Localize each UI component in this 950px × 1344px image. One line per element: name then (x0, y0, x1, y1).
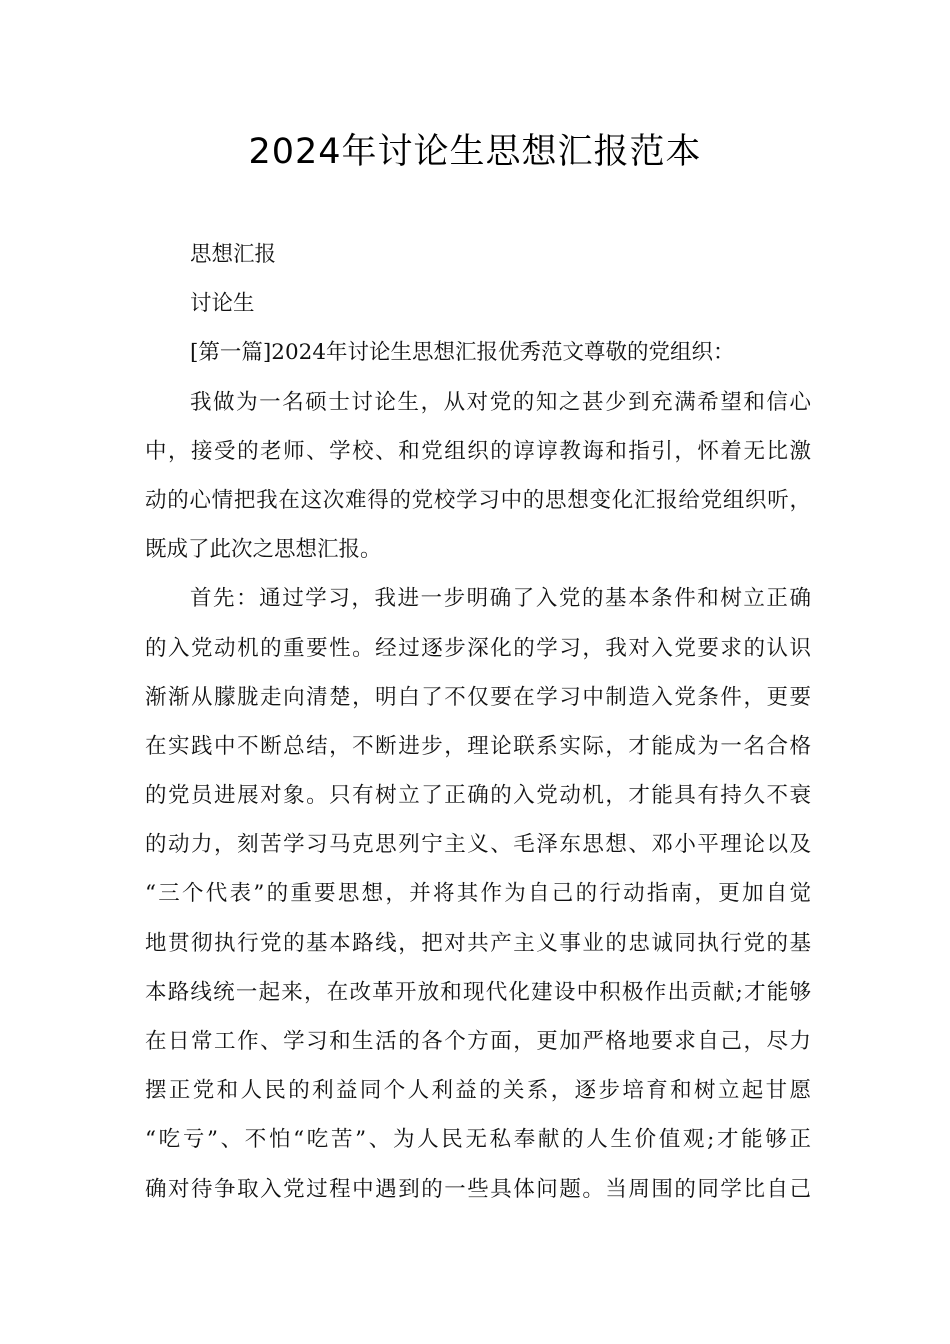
article-heading: [第一篇]2024年讨论生思想汇报优秀范文尊敬的党组织： (190, 340, 735, 366)
paragraph-line: 既成了此次之思想汇报。 (145, 537, 382, 563)
paragraph-line: 中，接受的老师、学校、和党组织的谆谆教诲和指引，怀着无比激 (145, 438, 811, 464)
section-heading-graduate: 讨论生 (190, 291, 255, 317)
paragraph-line: 地贯彻执行党的基本路线，把对共产主义事业的忠诚同执行党的基 (145, 930, 811, 956)
paragraph-line: “吃亏”、不怕“吃苦”、为人民无私奉献的人生价值观;才能够正 (145, 1127, 811, 1153)
document-body (145, 230, 811, 1214)
paragraph-line: 的党员进展对象。只有树立了正确的入党动机，才能具有持久不衰 (145, 783, 811, 809)
paragraph-line: 的入党动机的重要性。经过逐步深化的学习，我对入党要求的认识 (145, 635, 811, 661)
document-title: 2024年讨论生思想汇报范本 (248, 132, 702, 172)
paragraph-line: 首先：通过学习，我进一步明确了入党的基本条件和树立正确 (190, 586, 811, 612)
paragraph-line: 动的心情把我在这次难得的党校学习中的思想变化汇报给党组织听， (145, 487, 811, 513)
paragraph-line: 在日常工作、学习和生活的各个方面，更加严格地要求自己，尽力 (145, 1029, 811, 1054)
paragraph-line: “三个代表”的重要思想，并将其作为自己的行动指南，更加自觉 (145, 881, 811, 907)
paragraph-line: 本路线统一起来，在改革开放和现代化建设中积极作出贡献;才能够 (145, 979, 811, 1005)
paragraph-line: 渐渐从朦胧走向清楚，明白了不仅要在学习中制造入党条件，更要 (145, 684, 811, 710)
section-heading-thought-report: 思想汇报 (190, 242, 277, 267)
paragraph-line: 的动力，刻苦学习马克思列宁主义、毛泽东思想、邓小平理论以及 (145, 832, 811, 858)
paragraph-line: 摆正党和人民的利益同个人利益的关系，逐步培育和树立起甘愿 (145, 1078, 811, 1104)
paragraph-line: 确对待争取入党过程中遇到的一些具体问题。当周围的同学比自己 (145, 1176, 811, 1202)
paragraph-line: 在实践中不断总结，不断进步，理论联系实际，才能成为一名合格 (145, 733, 811, 759)
paragraph-line: 我做为一名硕士讨论生，从对党的知之甚少到充满希望和信心 (190, 389, 811, 415)
